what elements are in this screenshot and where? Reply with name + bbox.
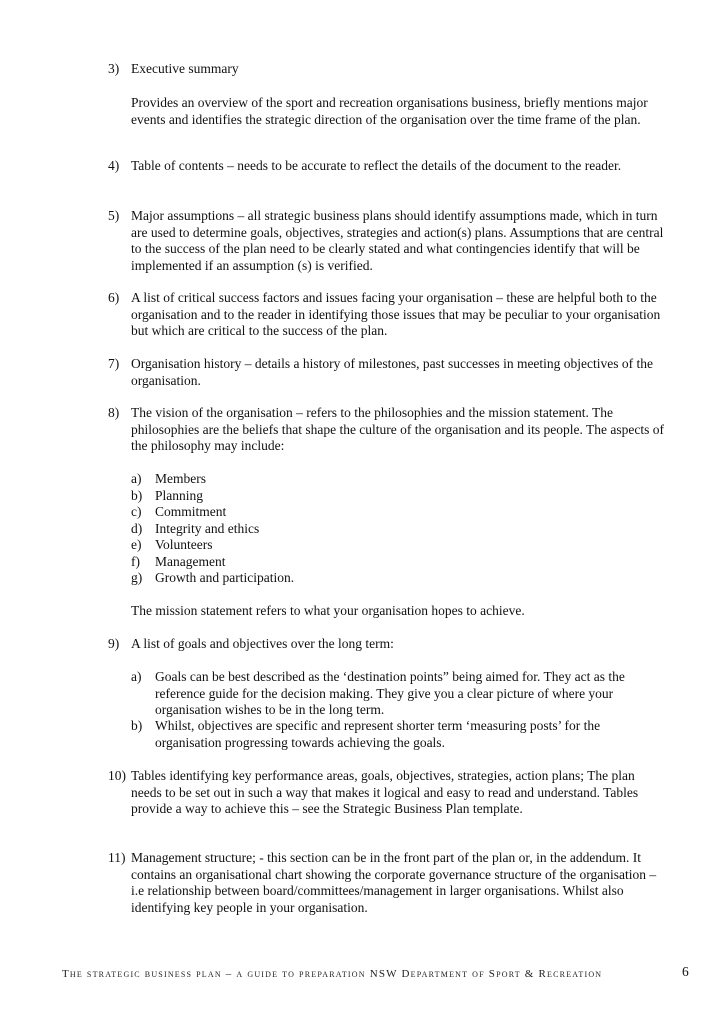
- list-item-10: [108, 768, 668, 818]
- list-item: d) Integrity and ethics: [131, 520, 260, 536]
- item-number: 5): [108, 208, 120, 223]
- page-footer: The strategic business plan – a guide to preparation NSW Department of Sport & Recreation: [62, 968, 603, 980]
- item-number: 3): [108, 61, 120, 76]
- list-item: g) Growth and participation.: [131, 570, 295, 585]
- item-number: 11): [108, 850, 126, 865]
- list-item-9: [108, 636, 668, 653]
- item-text: Table of contents – needs to be accurate to reflect the details of the document to the reader.: [131, 158, 622, 173]
- item-number: 7): [108, 356, 120, 371]
- item-number: 10): [108, 768, 126, 783]
- list-item-7: [108, 356, 668, 389]
- item-text: A list of goals and objectives over the long term:: [131, 636, 394, 651]
- item-text: A list of critical success factors and issues facing your organisation – these are helpful both to the organisation and to the reader in identifying those issues that may be peculiar to your organisation but which are critical to the success of the plan.: [131, 290, 661, 338]
- list-item-6: [108, 290, 668, 340]
- page-number: 6: [682, 964, 689, 979]
- item-text: Major assumptions – all strategic business plans should identify assumptions made, which in turn are used to determine goals, objectives, strategies and action(s) plans. Assumptions that are central to the success of the plan need to be clearly stated and what contingencies identify that will be implemented if an assumption (s) is verified.: [131, 208, 664, 273]
- philosophy-aspects-list: [131, 471, 294, 587]
- item-number: 6): [108, 290, 120, 305]
- item-text: Management structure; - this section can be in the front part of the plan or, in the addendum. It contains an organisational chart showing the corporate governance structure of the organisation – i.e relationship between board/committees/management in larger organisations. Whilst also identifying key people in your organisation.: [131, 850, 657, 915]
- item-text: Tables identifying key performance areas, goals, objectives, strategies, action plans; The plan needs to be set out in such a way that makes it logical and easy to read and understand. Tables provide a way to achieve this – see the Strategic Business Plan template.: [131, 768, 639, 816]
- list-item: c) Commitment: [131, 504, 227, 519]
- item-text: The vision of the organisation – refers to the philosophies and the mission statement. The philosophies are the beliefs that shape the culture of the organisation and its people. The aspects of the philosophy may include:: [131, 405, 664, 453]
- item-number: 8): [108, 405, 120, 420]
- item-number: 9): [108, 636, 120, 651]
- item-number: 4): [108, 158, 120, 173]
- list-item: f) Management: [131, 553, 226, 569]
- list-item: a) Members: [131, 471, 206, 486]
- executive-summary-description: Provides an overview of the sport and recreation organisations business, briefly mentions major events and identifies the strategic direction of the organisation over the time frame of the plan.: [131, 95, 648, 127]
- mission-statement-note: The mission statement refers to what your organisation hopes to achieve.: [131, 603, 525, 618]
- list-item-5: [108, 208, 668, 274]
- item-text: Executive summary: [131, 61, 239, 76]
- list-item: e) Volunteers: [131, 537, 213, 552]
- list-item-3: [108, 61, 668, 78]
- list-item-11: [108, 850, 668, 916]
- goals-subitem-a: a) Goals can be best described as the ‘destination points” being aimed for. They act as the reference guide for the decision making. They give you a clear picture of where your organisation wishes to be in the long term.: [131, 669, 625, 717]
- item-text: Organisation history – details a history of milestones, past successes in meeting objectives of the organisation.: [131, 356, 654, 388]
- list-item-8: [108, 405, 668, 455]
- goals-subitem-b: b) Whilst, objectives are specific and represent shorter term ‘measuring posts’ for the organisation progressing towards achieving the goals.: [131, 718, 601, 750]
- list-item: b) Planning: [131, 487, 204, 503]
- list-item-4: [108, 158, 668, 175]
